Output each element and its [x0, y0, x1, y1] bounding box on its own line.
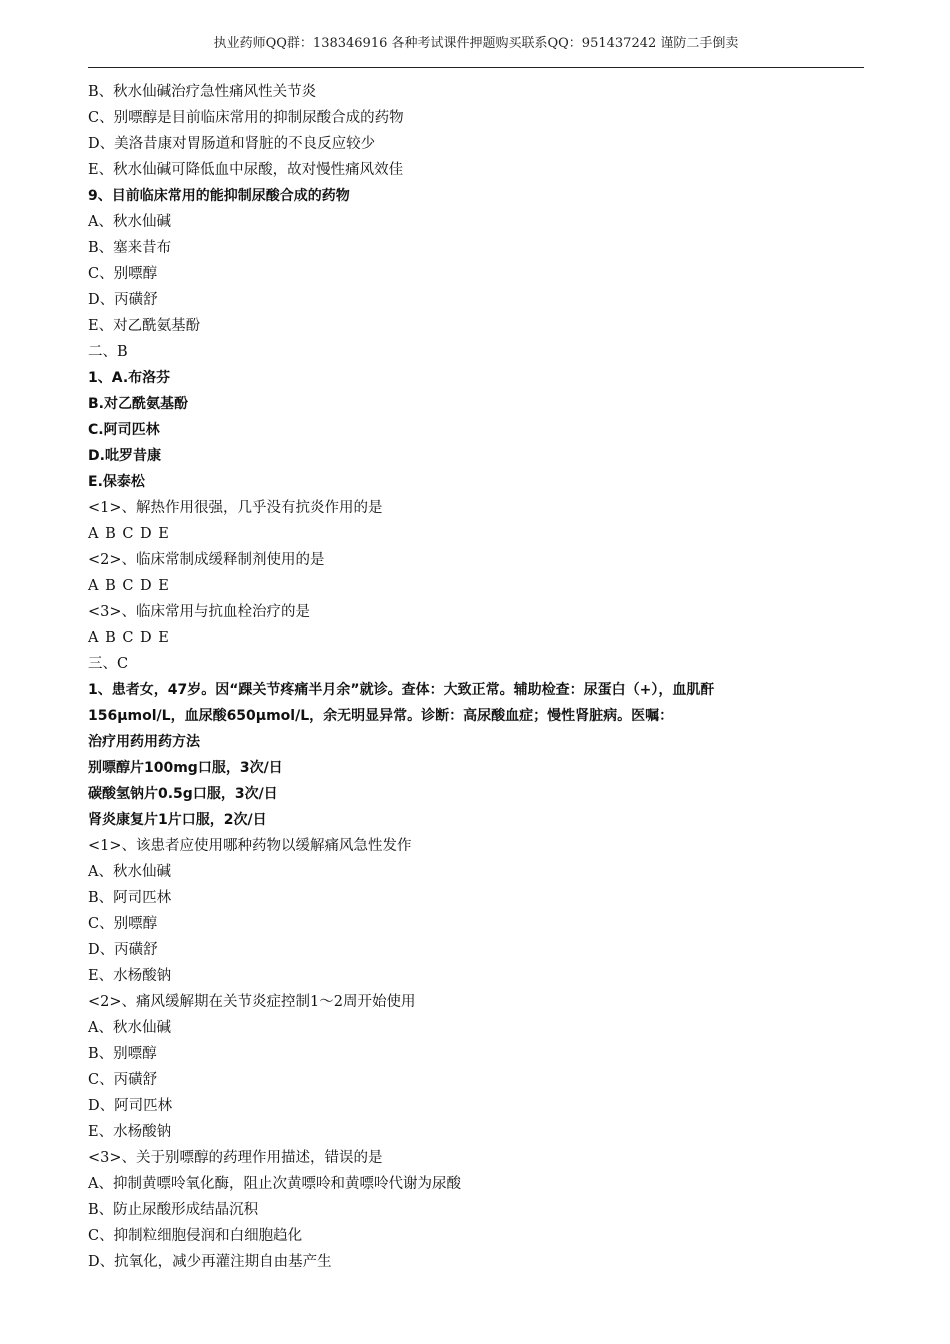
- text-line: E、对乙酰氨基酚: [88, 318, 201, 334]
- question-line: 别嘌醇片100mg口服，3次/日: [88, 760, 283, 776]
- text-line: <3>、关于别嘌醇的药理作用描述，错误的是: [88, 1150, 383, 1166]
- question-line: D.吡罗昔康: [88, 448, 161, 464]
- question-line: B.对乙酰氨基酚: [88, 396, 188, 412]
- question-line: E.保泰松: [88, 474, 145, 490]
- text-line: C、抑制粒细胞侵润和白细胞趋化: [88, 1228, 303, 1244]
- question-line: 治疗用药用药方法: [88, 734, 200, 750]
- text-line: E、水杨酸钠: [88, 968, 172, 984]
- text-line: B、防止尿酸形成结晶沉积: [88, 1202, 259, 1218]
- text-line: D、阿司匹林: [88, 1098, 173, 1114]
- question-line: C.阿司匹林: [88, 422, 160, 438]
- text-line: B、别嘌醇: [88, 1046, 157, 1062]
- header-divider: [88, 67, 864, 68]
- text-line: E、水杨酸钠: [88, 1124, 172, 1140]
- text-line: 三、C: [88, 656, 129, 672]
- question-line: 肾炎康复片1片口服，2次/日: [88, 812, 267, 828]
- text-line: A B C D E: [88, 526, 170, 542]
- text-line: E、秋水仙碱可降低血中尿酸，故对慢性痛风效佳: [88, 162, 404, 178]
- text-line: <2>、临床常制成缓释制剂使用的是: [88, 552, 325, 568]
- question-line: 1、患者女，47岁。因“踝关节疼痛半月余”就诊。查体：大致正常。辅助检查：尿蛋白（+），血肌酐: [88, 682, 715, 698]
- text-line: <3>、临床常用与抗血栓治疗的是: [88, 604, 311, 620]
- text-line: D、美洛昔康对胃肠道和肾脏的不良反应较少: [88, 136, 376, 152]
- text-line: C、别嘌醇是目前临床常用的抑制尿酸合成的药物: [88, 110, 404, 126]
- text-line: B、阿司匹林: [88, 890, 172, 906]
- question-line: 156μmol/L，血尿酸650μmol/L，余无明显异常。诊断：高尿酸血症；慢性肾脏病。医嘱：: [88, 708, 674, 724]
- text-line: 二、B: [88, 344, 128, 360]
- text-line: A B C D E: [88, 630, 170, 646]
- document-body: [88, 79, 864, 1275]
- text-line: A、抑制黄嘌呤氧化酶，阻止次黄嘌呤和黄嘌呤代谢为尿酸: [88, 1176, 461, 1192]
- text-line: A、秋水仙碱: [88, 1020, 171, 1036]
- text-line: B、秋水仙碱治疗急性痛风性关节炎: [88, 84, 317, 100]
- text-line: D、丙磺舒: [88, 292, 158, 308]
- text-line: A、秋水仙碱: [88, 864, 171, 880]
- question-line: 碳酸氢钠片0.5g口服，3次/日: [88, 786, 278, 802]
- text-line: A B C D E: [88, 578, 170, 594]
- text-line: <2>、痛风缓解期在关节炎症控制1～2周开始使用: [88, 994, 416, 1010]
- text-line: <1>、该患者应使用哪种药物以缓解痛风急性发作: [88, 838, 412, 854]
- question-line: 1、A.布洛芬: [88, 370, 171, 386]
- text-line: A、秋水仙碱: [88, 214, 171, 230]
- text-line: C、别嘌醇: [88, 916, 158, 932]
- text-line: <1>、解热作用很强，几乎没有抗炎作用的是: [88, 500, 383, 516]
- text-line: B、塞来昔布: [88, 240, 172, 256]
- text-line: D、抗氧化，减少再灌注期自由基产生: [88, 1254, 332, 1270]
- text-line: C、别嘌醇: [88, 266, 158, 282]
- question-line: 9、目前临床常用的能抑制尿酸合成的药物: [88, 188, 350, 204]
- page-header: 执业药师QQ群：138346916 各种考试课件押题购买联系QQ：951437242 谨防二手倒卖: [213, 36, 739, 51]
- text-line: D、丙磺舒: [88, 942, 158, 958]
- text-line: C、丙磺舒: [88, 1072, 158, 1088]
